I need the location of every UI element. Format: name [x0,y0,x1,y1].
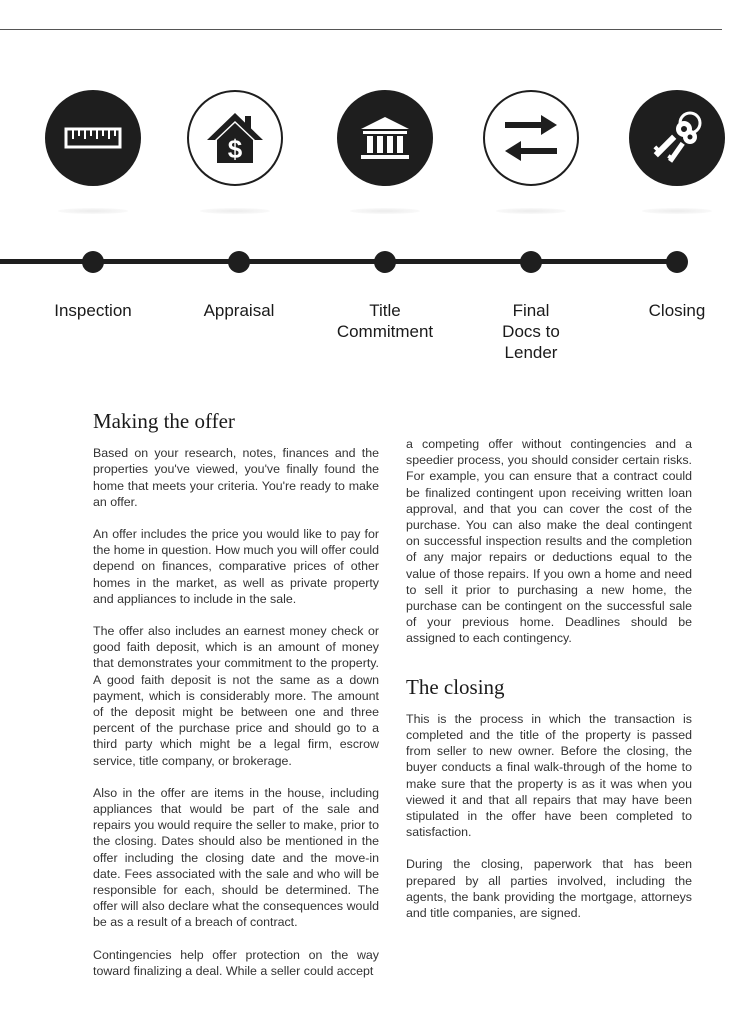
step-label-inspection: Inspection [54,301,132,320]
paragraph: Contingencies help offer protection on the way toward finalizing a deal. While a seller could accept [93,947,379,978]
exchange-arrows-icon [501,113,561,163]
paragraph: The offer also includes an earnest money check or good faith deposit, which is an amount of money that demonstrates your commitment to the property. A good faith deposit is not the same as a down payment, which is considerably more. The amount of the deposit might be between one and three percent of the purchase price and should go to a third party which might be a legal firm, escrow service, title company, or brokerage. [93,624,379,768]
timeline-dot [228,251,250,273]
top-rule [0,29,722,30]
left-column [93,409,379,995]
bank-building-icon [359,115,411,161]
paragraph: During the closing, paperwork that has been prepared by all parties involved, including the agents, the bank providing the mortgage, attorneys and title companies, are signed. [406,857,692,921]
keys-icon [646,107,708,169]
paragraph-continued: a competing offer without contingencies and a speedier process, you should consider certain risks. For example, you can ensure that a contract could be finalized contingent upon receiving written loan approval, and that you can cover the cost of the purchase. You can also make the deal contingent on successful inspection results and the completion of any major repairs or deductions equal to the value of those repairs. If you own a home and need to sell it prior to purchasing a new home, the purchase can be contingent on the successful sale of your previous home. Deadlines should be assigned to each contingency. [406,437,692,646]
timeline-dot [82,251,104,273]
step-label-title-commitment: Title Commitment [336,301,434,341]
making-offer-heading: Making the offer [93,409,235,433]
step-label-final-docs: Final Docs to Lender [502,301,560,362]
paragraph: An offer includes the price you would like to pay for the home in question. How much you will offer could depend on finances, comparative prices of other homes in the market, as well as private property and appliances to include in the sale. [93,527,379,606]
paragraph: Also in the offer are items in the house, including appliances that would be part of the sale and repairs you would require the seller to make, prior to the closing. Dates should also be mentioned in the offer including the closing date and the move-in date. Fees associated with the sale and who will be responsible for each, should be determined. The offer will also declare what the consequences would be as a result of a breach of contract. [93,785,379,930]
appraisal-circle [187,90,283,186]
svg-text:$: $ [227,134,243,164]
step-label-closing: Closing [648,301,706,320]
inspection-circle [45,90,141,186]
closing-heading: The closing [406,674,505,699]
paragraph: Based on your research, notes, finances and the properties you've viewed, you've finally found the home that meets your criteria. You're ready to make an offer. [93,446,379,509]
right-column [406,436,692,937]
timeline-icons [0,90,753,200]
title-commitment-circle [337,90,433,186]
timeline-dot [666,251,688,273]
ruler-icon [64,126,122,150]
closing-circle [629,90,725,186]
final-docs-circle [483,90,579,186]
step-label-appraisal: Appraisal [203,301,275,320]
house-dollar-icon [205,110,265,166]
paragraph: This is the process in which the transaction is completed and the title of the property is passed from seller to new owner. Before the closing, the buyer conducts a final walk-through of the home to make sure that the property is as it was when you viewed it and that all repairs that may have been stipulated in the offer have been completed to satisfaction. [406,711,692,840]
timeline-dot [374,251,396,273]
timeline-dot [520,251,542,273]
